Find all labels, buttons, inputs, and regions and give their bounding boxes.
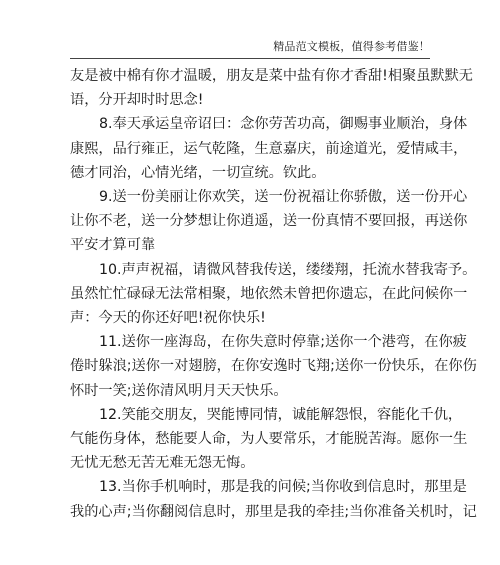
- text-line: 12.笑能交朋友，哭能博同情，诚能解怨恨，容能化千仇，: [99, 406, 463, 423]
- document-body: [70, 64, 477, 524]
- text-line: 气能伤身体，愁能要人命，为人要常乐，才能脱苦海。愿你一生: [70, 431, 468, 448]
- paragraph: [70, 258, 477, 331]
- header-text: 精品范文模板，值得参考借鉴！: [273, 40, 430, 53]
- text-line: 让你不老，送一分梦想让你逍遥，送一份真情不要回报，再送你: [70, 213, 468, 230]
- paragraph: [70, 185, 468, 258]
- text-line: 9.送一份美丽让你欢笑，送一份祝福让你骄傲，送一份开心: [99, 189, 468, 206]
- text-line: 8.奉天承运皇帝诏曰：念你劳苦功高，御赐事业顺治，身体: [99, 116, 468, 133]
- text-line: 11.送你一座海岛，在你失意时停靠;送你一个港弯，在你疲: [99, 334, 467, 351]
- text-line: 我的心声;当你翻阅信息时，那里是我的牵挂;当你准备关机时，记: [70, 503, 477, 520]
- paragraph: [70, 330, 477, 403]
- paragraph: [70, 403, 468, 476]
- text-line: 平安才算可靠: [70, 237, 156, 254]
- text-line: 语，分开却时时思念!: [70, 92, 204, 109]
- text-line: 无忧无愁无苦无难无怨无悔。: [70, 455, 255, 472]
- paragraph: [70, 112, 468, 185]
- page-header: [70, 36, 430, 59]
- text-line: 声：今天的你还好吧!祝你快乐!: [70, 310, 266, 327]
- text-line: 虽然忙忙碌碌无法常相聚，地依然未曾把你遗忘，在此问候你一: [70, 285, 468, 302]
- paragraph: [70, 64, 473, 112]
- text-line: 怀时一笑;送你清风明月天天快乐。: [70, 382, 288, 399]
- paragraph: [70, 475, 477, 523]
- text-line: 13.当你手机响时，那是我的问候;当你收到信息时，那里是: [99, 479, 467, 496]
- text-line: 倦时躲浪;送你一对翅膀，在你安逸时飞翔;送你一份快乐，在你伤: [70, 358, 477, 375]
- text-line: 友是被中棉有你才温暖，朋友是菜中盐有你才香甜!相聚虽默默无: [70, 68, 473, 84]
- text-line: 10.声声祝福，请微风替我传送，缕缕翔，托流水替我寄予。: [99, 261, 477, 278]
- text-line: 康熙，品行雍正，运气乾隆，生意嘉庆，前途道光，爱情咸丰，: [70, 140, 468, 157]
- text-line: 德才同治，心情光绪，一切宣统。钦此。: [70, 164, 326, 181]
